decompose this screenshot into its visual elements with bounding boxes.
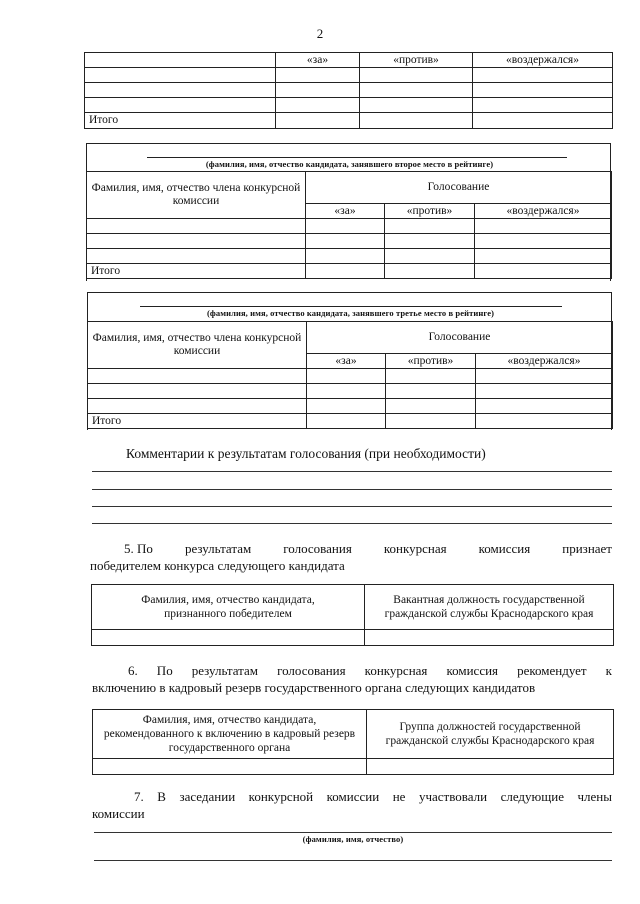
section7-line2: комиссии bbox=[92, 806, 145, 821]
comment-line bbox=[92, 471, 612, 472]
page-number: 2 bbox=[316, 26, 324, 41]
vote-for-header: «за» bbox=[307, 354, 386, 369]
section5-line2: победителем конкурса следующего кандидата bbox=[90, 558, 345, 573]
winner-name-header: Фамилия, имя, отчество кандидата, признанного победителем bbox=[92, 585, 365, 630]
signature-line bbox=[94, 832, 612, 833]
voting-header: Голосование bbox=[306, 172, 612, 204]
member-cell bbox=[85, 53, 276, 68]
total-label: Итого bbox=[88, 414, 307, 429]
comment-line bbox=[92, 489, 612, 490]
vote-for-header: «за» bbox=[306, 204, 385, 219]
vote-against-header: «против» bbox=[385, 204, 475, 219]
vote-abstained-header: «воздержался» bbox=[475, 204, 612, 219]
vote-against-header: «против» bbox=[386, 354, 476, 369]
voting-header: Голосование bbox=[307, 322, 613, 354]
winner-table bbox=[91, 584, 614, 646]
section6-line1: 6. По результатам голосования конкурсная комиссия рекомендует к bbox=[128, 663, 612, 678]
candidate-caption-second: (фамилия, имя, отчество кандидата, занявшего второе место в рейтинге) bbox=[205, 159, 494, 169]
voting-table-second bbox=[86, 171, 612, 279]
vote-for-header: «за» bbox=[276, 53, 360, 68]
comment-line bbox=[92, 506, 612, 507]
candidate-caption-third: (фамилия, имя, отчество кандидата, занявшего третье место в рейтинге) bbox=[206, 308, 495, 318]
comments-label: Комментарии к результатам голосования (при необходимости) bbox=[126, 446, 486, 461]
total-label: Итого bbox=[87, 264, 306, 279]
section7-line1: 7. В заседании конкурсной комиссии не участвовали следующие члены bbox=[134, 789, 612, 804]
vacancy-header: Вакантная должность государственной гражданской службы Краснодарского края bbox=[365, 585, 614, 630]
member-col-header: Фамилия, имя, отчество члена конкурсной комиссии bbox=[88, 322, 307, 369]
position-group-header: Группа должностей государственной гражданской службы Краснодарского края bbox=[367, 710, 614, 759]
section5-line1: 5. По результатам голосования конкурсная комиссия признает bbox=[124, 541, 612, 556]
total-label: Итого bbox=[85, 113, 276, 129]
signature-line bbox=[94, 860, 612, 861]
vote-abstained-header: «воздержался» bbox=[476, 354, 613, 369]
voting-table-first bbox=[84, 52, 613, 129]
member-col-header: Фамилия, имя, отчество члена конкурсной комиссии bbox=[87, 172, 306, 219]
vote-against-header: «против» bbox=[360, 53, 473, 68]
name-caption: (фамилия, имя, отчество) bbox=[302, 834, 404, 844]
voting-table-third bbox=[87, 321, 613, 429]
reserve-table bbox=[92, 709, 614, 775]
vote-abstained-header: «воздержался» bbox=[473, 53, 613, 68]
reserve-name-header: Фамилия, имя, отчество кандидата, рекомендованного к включению в кадровый резерв государственного органа bbox=[93, 710, 367, 759]
section6-line2: включению в кадровый резерв государственного органа следующих кандидатов bbox=[92, 680, 536, 695]
comment-line bbox=[92, 523, 612, 524]
